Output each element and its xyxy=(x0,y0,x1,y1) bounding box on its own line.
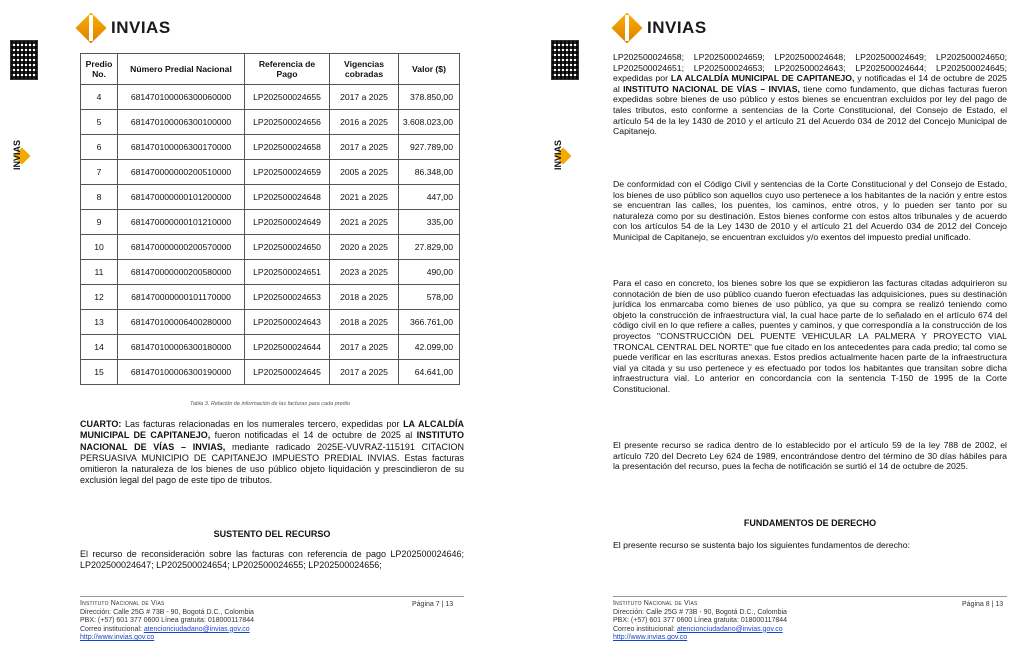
cell-valor: 42.099,00 xyxy=(399,335,460,360)
footer-web-link[interactable]: http://www.invias.gov.co xyxy=(613,634,688,642)
side-brand-text: INVIAS xyxy=(553,139,563,170)
cell-numero-predial: 681470000000200580000 xyxy=(118,260,245,285)
col-header-predio: Predio No. xyxy=(81,54,118,85)
cell-numero-predial: 681470100006300190000 xyxy=(118,360,245,385)
cell-valor: 490,00 xyxy=(399,260,460,285)
cell-predio: 5 xyxy=(81,110,118,135)
cell-predio: 10 xyxy=(81,235,118,260)
cell-referencia: LP202500024648 xyxy=(245,185,330,210)
footer-email-link[interactable]: atencionciudadano@invias.gov.co xyxy=(143,625,250,633)
footer-divider xyxy=(613,596,1007,597)
table-row xyxy=(81,135,460,160)
col-header-vigencias: Vigencias cobradas xyxy=(330,54,399,85)
footer-web-line xyxy=(613,634,913,643)
table-header-row xyxy=(81,54,460,85)
footer-institution: Instituto Nacional de Vías xyxy=(613,600,698,607)
col-header-numero-predial: Número Predial Nacional xyxy=(118,54,245,85)
cell-valor: 64.641,00 xyxy=(399,360,460,385)
table-body xyxy=(81,85,460,385)
cell-referencia: LP202500024658 xyxy=(245,135,330,160)
footer-web-line xyxy=(80,634,380,643)
table-row xyxy=(81,210,460,235)
cell-vigencias: 2017 a 2025 xyxy=(330,335,399,360)
table-row xyxy=(81,360,460,385)
table-row xyxy=(81,85,460,110)
cell-vigencias: 2021 a 2025 xyxy=(330,210,399,235)
footer-address: Dirección: Calle 25G # 73B - 90, Bogotá D.C., Colombia xyxy=(613,608,787,616)
cell-numero-predial: 681470100006400280000 xyxy=(118,310,245,335)
invias-logo-icon xyxy=(75,12,106,43)
footer-phone: PBX: (+57) 601 377 0600 Línea gratuita: 018000117844 xyxy=(80,617,255,625)
cell-valor: 366.761,00 xyxy=(399,310,460,335)
table-row xyxy=(81,110,460,135)
cell-numero-predial: 681470100006300180000 xyxy=(118,335,245,360)
cell-predio: 9 xyxy=(81,210,118,235)
cell-numero-predial: 681470000000101210000 xyxy=(118,210,245,235)
cell-valor: 335,00 xyxy=(399,210,460,235)
footer-address: Dirección: Calle 25G # 73B - 90, Bogotá D.C., Colombia xyxy=(80,608,254,616)
cell-predio: 6 xyxy=(81,135,118,160)
p1-bold-1: LA ALCALDÍA MUNICIPAL DE CAPITANEJO, xyxy=(670,73,855,84)
cell-vigencias: 2017 a 2025 xyxy=(330,135,399,160)
cell-numero-predial: 681470100006300170000 xyxy=(118,135,245,160)
logo-wordmark: INVIAS xyxy=(647,18,707,37)
fundamentos-heading: FUNDAMENTOS DE DERECHO xyxy=(743,518,877,528)
footer-email-line xyxy=(80,626,380,635)
cell-vigencias: 2020 a 2025 xyxy=(330,235,399,260)
page-number: Página 8 | 13 xyxy=(962,601,1004,608)
predios-table xyxy=(80,53,460,385)
cell-numero-predial: 681470000000200570000 xyxy=(118,235,245,260)
cell-referencia: LP202500024644 xyxy=(245,335,330,360)
caso-concreto-paragraph: Para el caso en concreto, los bienes sobre los que se expidieron las facturas citadas adquirieron su connotación de bien de uso público cuando fueron efectuadas las adquisiciones, pues su destinación jurídica los enmarcaba como bienes de uso público, ya que su compra se realizó teniendo como objeto la construcción de infraestructura vial, la cual hace parte de lo señalado en el artículo 674 del código civil en lo que refiere a calles, puentes y caminos, y que correspondía a la construcción de los proyectos "CONSTRUCCIÓN DEL PUENTE VEHICULAR LA PALMERA Y PROYECTO VIAL TRONCAL CENTRAL DEL NORTE" que fue citado en los antecedentes para cada predio; tal como se puede verificar en las escrituras anexas. Estos predios actualmente hacen parte de la infraestructura vial ya citada y su uso pertenece y es efectuado por todos los habitantes que transitan sobre dicha infraestructura vial. Lo anterior en concordancia con la sentencia T-150 de 1995 de la Corte Constitucional. xyxy=(613,278,1007,394)
radicacion-paragraph: El presente recurso se radica dentro de lo establecido por el artículo 59 de la ley 788 de 2002, el artículo 720 del Decreto Ley 624 de 1989, encontrándose dentro del término de 30 días hábiles para la presentación del recurso, pues la fecha de notificación se surtió el 14 de octubre de 2025. xyxy=(613,440,1007,472)
cell-vigencias: 2018 a 2025 xyxy=(330,285,399,310)
cuarto-paragraph xyxy=(80,419,464,487)
table-row xyxy=(81,285,460,310)
side-brand-strip xyxy=(8,88,38,178)
table-row xyxy=(81,235,460,260)
cell-referencia: LP202500024645 xyxy=(245,360,330,385)
logo-wordmark: INVIAS xyxy=(111,18,171,37)
cell-valor: 578,00 xyxy=(399,285,460,310)
cell-numero-predial: 681470000000101200000 xyxy=(118,185,245,210)
cuarto-text-2: fueron notificadas el 14 de octubre de 2025 al xyxy=(210,430,417,441)
footer-email-label: Correo institucional: xyxy=(613,625,677,633)
cell-numero-predial: 681470100006300100000 xyxy=(118,110,245,135)
cell-referencia: LP202500024655 xyxy=(245,85,330,110)
cell-valor: 27.829,00 xyxy=(399,235,460,260)
cell-vigencias: 2016 a 2025 xyxy=(330,110,399,135)
cell-valor: 927.789,00 xyxy=(399,135,460,160)
col-header-referencia: Referencia de Pago xyxy=(245,54,330,85)
footer-email-link[interactable]: atencionciudadano@invias.gov.co xyxy=(676,625,783,633)
p1-bold-2: INSTITUTO NACIONAL DE VÍAS – INVIAS, xyxy=(623,83,800,94)
cell-numero-predial: 681470000000200510000 xyxy=(118,160,245,185)
cell-numero-predial: 681470100006300060000 xyxy=(118,85,245,110)
cell-referencia: LP202500024649 xyxy=(245,210,330,235)
cell-vigencias: 2005 a 2025 xyxy=(330,160,399,185)
sustento-paragraph: El recurso de reconsideración sobre las facturas con referencia de pago LP202500024646; LP202500024647; LP202500024654; LP202500024655; LP202500024656; xyxy=(80,549,464,571)
cell-referencia: LP202500024650 xyxy=(245,235,330,260)
footer-block xyxy=(613,600,913,643)
conformidad-paragraph: De conformidad con el Código Civil y sentencias de la Corte Constitucional y del Consejo de Estado, los bienes de uso público son aquellos cuyo uso pertenece a los habitantes de la nación y entre estos se encuentran las calles, los puentes, los caminos, entre otros, y lo pueden ser tanto por su naturaleza como por su destinación. Estos bienes conforme con estos altos tribunales y de acuerdo con los artículos 54 de la Ley 1430 de 2010 y el artículo 21 del Acuerdo 034 de 2012 del Concejo Municipal de Capitanejo, se encuentran excluidos y/o exentos del impuesto predial unificado. xyxy=(613,179,1007,242)
table-caption: Tabla 3. Relación de información de las facturas para cada predio xyxy=(189,401,350,407)
cell-vigencias: 2021 a 2025 xyxy=(330,185,399,210)
sustento-heading: SUSTENTO DEL RECURSO xyxy=(213,529,331,539)
document-page-8 xyxy=(524,0,1009,650)
document-page-7 xyxy=(0,0,485,650)
cell-predio: 7 xyxy=(81,160,118,185)
recurso-paragraph xyxy=(613,52,1007,137)
p1-text-3: tiene como fundamento, que dichas facturas fueron expedidas sobre bienes de uso público y estos bienes se encuentran excluidos por ley del pago de tales tributos, esto conforme a sentencias de la Corte Constitucional, del Consejo de Estado, el artículo 54 de la ley 1430 de 2010 y el artículo 21 del Acuerdo 034 de 2012 del Concejo Municipal de Capitanejo. xyxy=(613,83,1007,137)
cuarto-text-3: mediante radicado 2025E-VUVRAZ-115191 CITACION PERSUASIVA MUNICIPIO DE CAPITANEJO IMPUESTO PREDIAL INVIAS. Estas facturas omitieron la naturaleza de los bienes de uso público objeto liquidación y prescindieron de su exclusión legal del pago de este tipo de tributos. xyxy=(80,441,464,486)
footer-web-link[interactable]: http://www.invias.gov.co xyxy=(80,634,155,642)
cuarto-bold-1: LA ALCALDÍA MUNICIPAL DE CAPITANEJO, xyxy=(80,419,464,441)
cell-referencia: LP202500024659 xyxy=(245,160,330,185)
footer-divider xyxy=(80,596,464,597)
cell-vigencias: 2017 a 2025 xyxy=(330,85,399,110)
cell-predio: 15 xyxy=(81,360,118,385)
cuarto-text-1: Las facturas relacionadas en los numerales tercero, expedidas por xyxy=(121,419,404,429)
side-brand-strip xyxy=(549,88,579,178)
cuarto-label: CUARTO: xyxy=(80,419,122,429)
cell-referencia: LP202500024656 xyxy=(245,110,330,135)
cell-predio: 14 xyxy=(81,335,118,360)
footer-institution: Instituto Nacional de Vías xyxy=(80,600,165,607)
cuarto-bold-2: INSTITUTO NACIONAL DE VÍAS – INVIAS, xyxy=(80,430,464,452)
cell-vigencias: 2018 a 2025 xyxy=(330,310,399,335)
footer-block xyxy=(80,600,380,643)
footer-phone: PBX: (+57) 601 377 0600 Línea gratuita: 018000117844 xyxy=(613,617,788,625)
cell-referencia: LP202500024643 xyxy=(245,310,330,335)
table-row xyxy=(81,160,460,185)
p1-text-1: LP202500024658; LP202500024659; LP202500024648; LP202500024649; LP202500024650; LP202500024651; LP202500024653; LP202500024643; LP202500024644; LP202500024645; expedidas por xyxy=(613,52,1007,84)
fundamentos-paragraph: El presente recurso se sustenta bajo los siguientes fundamentos de derecho: xyxy=(613,540,911,550)
cell-vigencias: 2017 a 2025 xyxy=(330,360,399,385)
page-number: Página 7 | 13 xyxy=(412,601,454,608)
cell-valor: 86.348,00 xyxy=(399,160,460,185)
table-row xyxy=(81,310,460,335)
side-brand-text: INVIAS xyxy=(12,139,22,170)
cell-valor: 447,00 xyxy=(399,185,460,210)
cell-predio: 12 xyxy=(81,285,118,310)
table-row xyxy=(81,185,460,210)
cell-valor: 378.850,00 xyxy=(399,85,460,110)
table-row xyxy=(81,260,460,285)
invias-logo xyxy=(616,10,707,46)
footer-email-line xyxy=(613,626,913,635)
p1-text-2: y notificadas el 14 de octubre de 2025 al xyxy=(613,73,1007,94)
cell-predio: 11 xyxy=(81,260,118,285)
cell-referencia: LP202500024653 xyxy=(245,285,330,310)
table-row xyxy=(81,335,460,360)
cell-valor: 3.608.023,00 xyxy=(399,110,460,135)
cell-numero-predial: 681470000000101170000 xyxy=(118,285,245,310)
qr-code-icon xyxy=(551,40,579,80)
footer-email-label: Correo institucional: xyxy=(80,625,144,633)
cell-predio: 4 xyxy=(81,85,118,110)
invias-logo-icon xyxy=(611,12,642,43)
cell-vigencias: 2023 a 2025 xyxy=(330,260,399,285)
col-header-valor: Valor ($) xyxy=(399,54,460,85)
cell-predio: 8 xyxy=(81,185,118,210)
cell-referencia: LP202500024651 xyxy=(245,260,330,285)
qr-code-icon xyxy=(10,40,38,80)
cell-predio: 13 xyxy=(81,310,118,335)
invias-logo xyxy=(80,10,171,46)
